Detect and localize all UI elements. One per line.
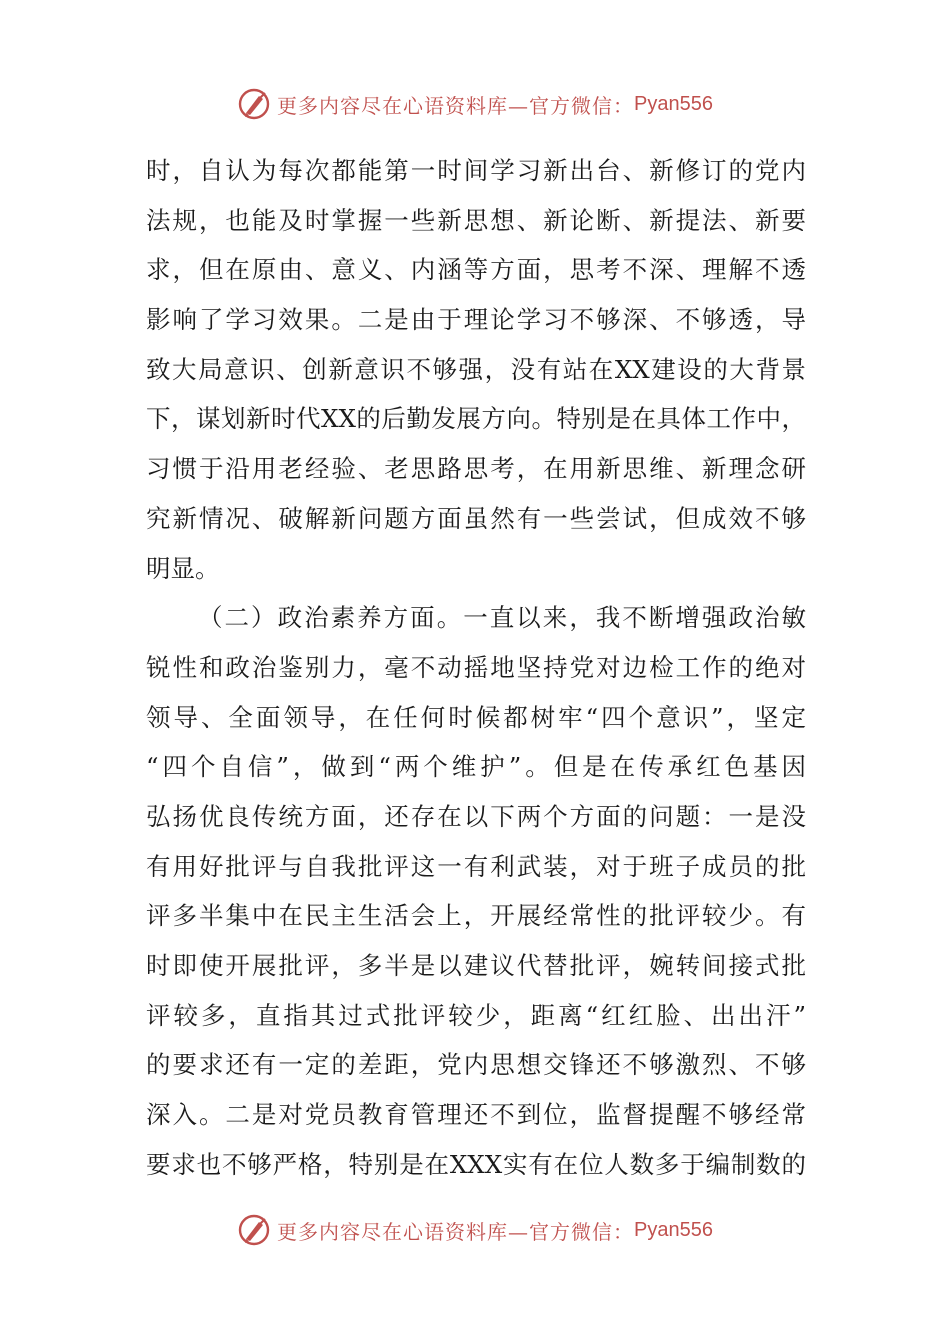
pen-logo-icon — [237, 87, 271, 121]
text-line: 评较多，直指其过式批评较少，距离“红红脸、出出汗” — [146, 1000, 806, 1030]
text-line: 究新情况、破解新问题方面虽然有一些尝试，但成效不够 — [146, 503, 806, 533]
text-line: 要求也不够严格，特别是在XXX实有在位人数多于编制数的 — [146, 1149, 806, 1179]
watermark-text: 更多内容尽在心语资料库—官方微信： — [277, 1219, 635, 1244]
pen-logo-icon — [237, 1213, 271, 1247]
watermark-wechat-id: Pyan556 — [634, 1218, 713, 1241]
text-line: 锐性和政治鉴别力，毫不动摇地坚持党对边检工作的绝对 — [146, 652, 806, 682]
text-line: 评多半集中在民主生活会上，开展经常性的批评较少。有 — [146, 901, 806, 931]
text-line: 时，自认为每次都能第一时间学习新出台、新修订的党内 — [146, 156, 806, 185]
text-line: 的要求还有一定的差距，党内思想交锋还不够激烈、不够 — [146, 1050, 806, 1080]
text-line: 影响了学习效果。二是由于理论学习不够深、不够透，导 — [146, 305, 806, 335]
text-line: 深入。二是对党员教育管理还不到位，监督提醒不够经常 — [146, 1100, 806, 1130]
section-heading-line: （二）政治素养方面。一直以来，我不断增强政治敏 — [198, 603, 806, 633]
text-line: 弘扬优良传统方面，还存在以下两个方面的问题：一是没 — [146, 801, 806, 831]
text-line: 领导、全面领导，在任何时候都树牢“四个意识”，坚定 — [146, 702, 806, 732]
text-line: 下，谋划新时代XX的后勤发展方向。特别是在具体工作中， — [146, 404, 806, 434]
text-line: 求，但在原由、意义、内涵等方面，思考不深、理解不透 — [146, 255, 806, 285]
text-line: 法规，也能及时掌握一些新思想、新论断、新提法、新要 — [146, 205, 806, 235]
text-line: “四个自信”，做到“两个维护”。但是在传承红色基因 — [146, 752, 806, 782]
document-body — [146, 146, 806, 1189]
watermark-wechat-id: Pyan556 — [634, 92, 713, 115]
text-line: 明显。 — [146, 553, 220, 583]
text-line: 致大局意识、创新意识不够强，没有站在XX建设的大背景 — [146, 354, 806, 384]
text-line: 习惯于沿用老经验、老思路思考，在用新思维、新理念研 — [146, 454, 806, 484]
watermark-header — [0, 84, 950, 124]
text-line: 有用好批评与自我批评这一有利武装，对于班子成员的批 — [146, 851, 806, 881]
text-line: 时即使开展批评，多半是以建议代替批评，婉转间接式批 — [146, 951, 806, 980]
watermark-footer — [0, 1210, 950, 1250]
watermark-text: 更多内容尽在心语资料库—官方微信： — [277, 93, 635, 118]
